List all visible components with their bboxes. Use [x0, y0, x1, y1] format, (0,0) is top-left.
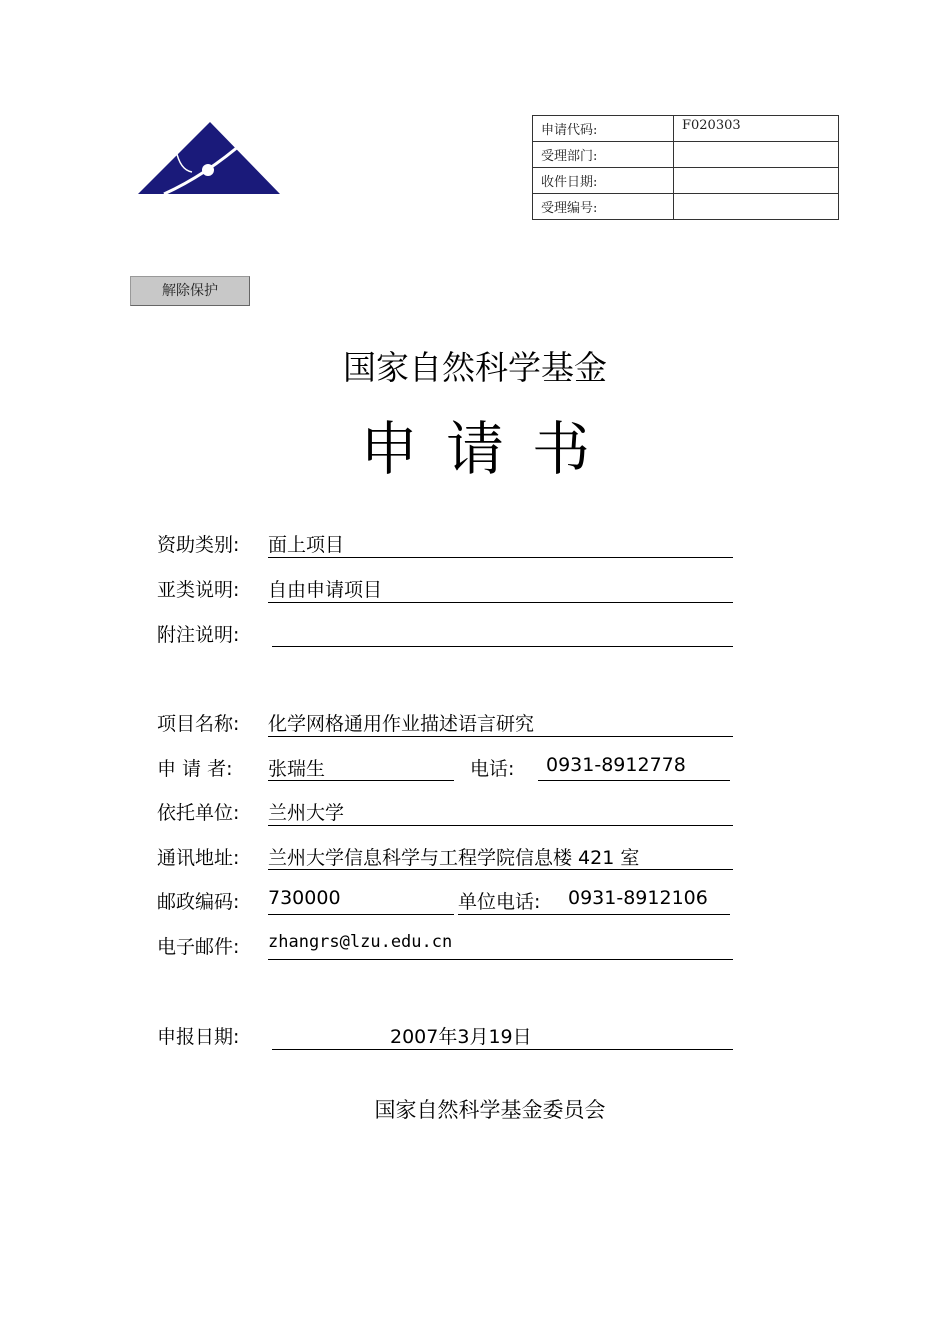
underline	[268, 869, 733, 870]
subcategory-value[interactable]: 自由申请项目	[268, 579, 383, 601]
underline	[268, 780, 454, 781]
email-label: 电子邮件:	[157, 936, 240, 958]
table-row	[533, 168, 839, 194]
table-row	[533, 142, 839, 168]
unit-phone-value[interactable]: 0931-8912106	[568, 887, 708, 909]
nsfc-logo-icon	[136, 120, 282, 196]
table-row	[533, 116, 839, 142]
category-label: 资助类别:	[157, 534, 240, 556]
underline	[538, 780, 730, 781]
note-label: 附注说明:	[157, 624, 240, 646]
page-title: 国家自然科学基金	[343, 348, 607, 387]
office-use-table	[532, 115, 839, 220]
underline	[268, 825, 733, 826]
meta-label: 受理部门:	[533, 142, 674, 168]
institution-value[interactable]: 兰州大学	[268, 802, 345, 824]
category-value[interactable]: 面上项目	[268, 534, 345, 556]
underline	[272, 1049, 733, 1050]
underline	[458, 914, 730, 915]
underline	[268, 602, 733, 603]
institution-label: 依托单位:	[157, 802, 240, 824]
phone-label: 电话:	[470, 758, 515, 780]
footer-organization: 国家自然科学基金委员会	[374, 1098, 606, 1122]
underline	[268, 914, 454, 915]
unit-phone-label: 单位电话:	[458, 891, 541, 913]
applicant-value[interactable]: 张瑞生	[268, 758, 326, 780]
project-label: 项目名称:	[157, 713, 240, 735]
subcategory-label: 亚类说明:	[157, 579, 240, 601]
project-value[interactable]: 化学网格通用作业描述语言研究	[268, 713, 535, 735]
underline	[268, 557, 733, 558]
unprotect-button[interactable]: 解除保护	[130, 276, 250, 306]
meta-value[interactable]	[674, 168, 839, 194]
address-value[interactable]: 兰州大学信息科学与工程学院信息楼 421 室	[268, 847, 640, 869]
underline	[272, 646, 733, 647]
underline	[268, 959, 733, 960]
meta-label: 收件日期:	[533, 168, 674, 194]
postcode-label: 邮政编码:	[157, 891, 240, 913]
meta-value[interactable]	[674, 194, 839, 220]
address-label: 通讯地址:	[157, 847, 240, 869]
email-value[interactable]: zhangrs@lzu.edu.cn	[268, 932, 453, 952]
table-row	[533, 194, 839, 220]
applicant-label: 申 请 者:	[157, 758, 233, 780]
postcode-value[interactable]: 730000	[268, 887, 341, 909]
date-label: 申报日期:	[157, 1026, 240, 1048]
underline	[268, 736, 733, 737]
meta-value[interactable]: F020303	[674, 116, 839, 142]
meta-value[interactable]	[674, 142, 839, 168]
phone-value[interactable]: 0931-8912778	[546, 754, 686, 776]
date-value[interactable]: 2007年3月19日	[390, 1026, 532, 1048]
page-subtitle: 申请书	[359, 415, 618, 483]
meta-label: 申请代码:	[533, 116, 674, 142]
meta-label: 受理编号:	[533, 194, 674, 220]
